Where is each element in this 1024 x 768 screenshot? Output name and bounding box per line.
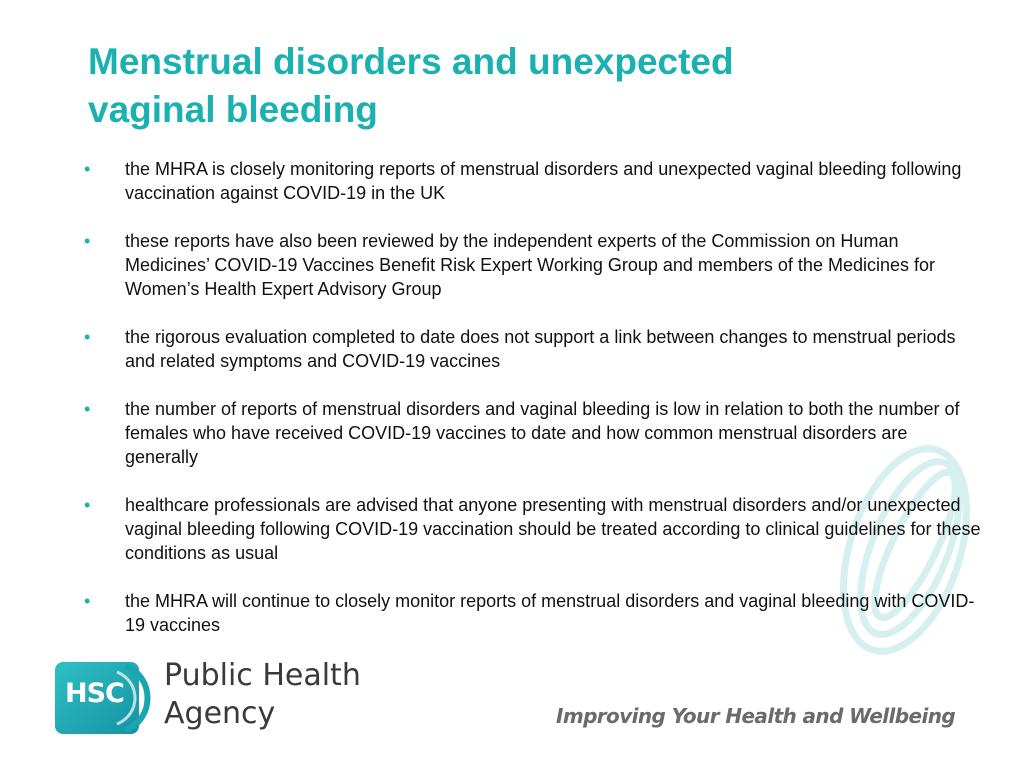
public-health-agency-logo [55, 658, 361, 740]
agency-name-line-2: Agency [164, 696, 276, 731]
bullet-icon: • [84, 495, 91, 515]
page-title [88, 38, 848, 134]
bullet-icon: • [84, 591, 91, 611]
bullet-item [84, 229, 984, 301]
title-line-1: Menstrual disorders and unexpected [88, 41, 734, 82]
bullet-text: the MHRA will continue to closely monitor reports of menstrual disorders and vaginal bleeding with COVID-19 vaccines [125, 591, 975, 635]
agency-name-line-1: Public Health [164, 658, 361, 693]
bullet-item [84, 397, 984, 469]
title-line-2: vaginal bleeding [88, 89, 378, 130]
bullet-list [84, 157, 984, 661]
bullet-item [84, 325, 984, 373]
bullet-item [84, 157, 984, 205]
bullet-text: healthcare professionals are advised that anyone presenting with menstrual disorders and/or unexpected vaginal bleeding following COVID-19 vaccination should be treated according to clinical guidelines for these conditions as usual [125, 495, 981, 563]
bullet-icon: • [84, 399, 91, 419]
bullet-item [84, 493, 984, 565]
hsc-badge-text: HSC [65, 678, 124, 709]
bullet-text: the rigorous evaluation completed to date does not support a link between changes to menstrual periods and related symptoms and COVID-19 vaccines [125, 327, 956, 371]
bullet-text: the number of reports of menstrual disorders and vaginal bleeding is low in relation to both the number of females who have received COVID-19 vaccines to date and how common menstrual disorders are generally [125, 399, 960, 467]
bullet-item [84, 589, 984, 637]
bullet-icon: • [84, 231, 91, 251]
tagline: Improving Your Health and Wellbeing [556, 704, 956, 728]
bullet-icon: • [84, 327, 91, 347]
bullet-text: the MHRA is closely monitoring reports of menstrual disorders and unexpected vaginal bleeding following vaccination against COVID-19 in the UK [125, 159, 962, 203]
bullet-text: these reports have also been reviewed by the independent experts of the Commission on Human Medicines’ COVID-19 Vaccines Benefit Risk Expert Working Group and members of the Medicines for Women’s Health Expert Advisory Group [125, 231, 935, 299]
bullet-icon: • [84, 159, 91, 179]
